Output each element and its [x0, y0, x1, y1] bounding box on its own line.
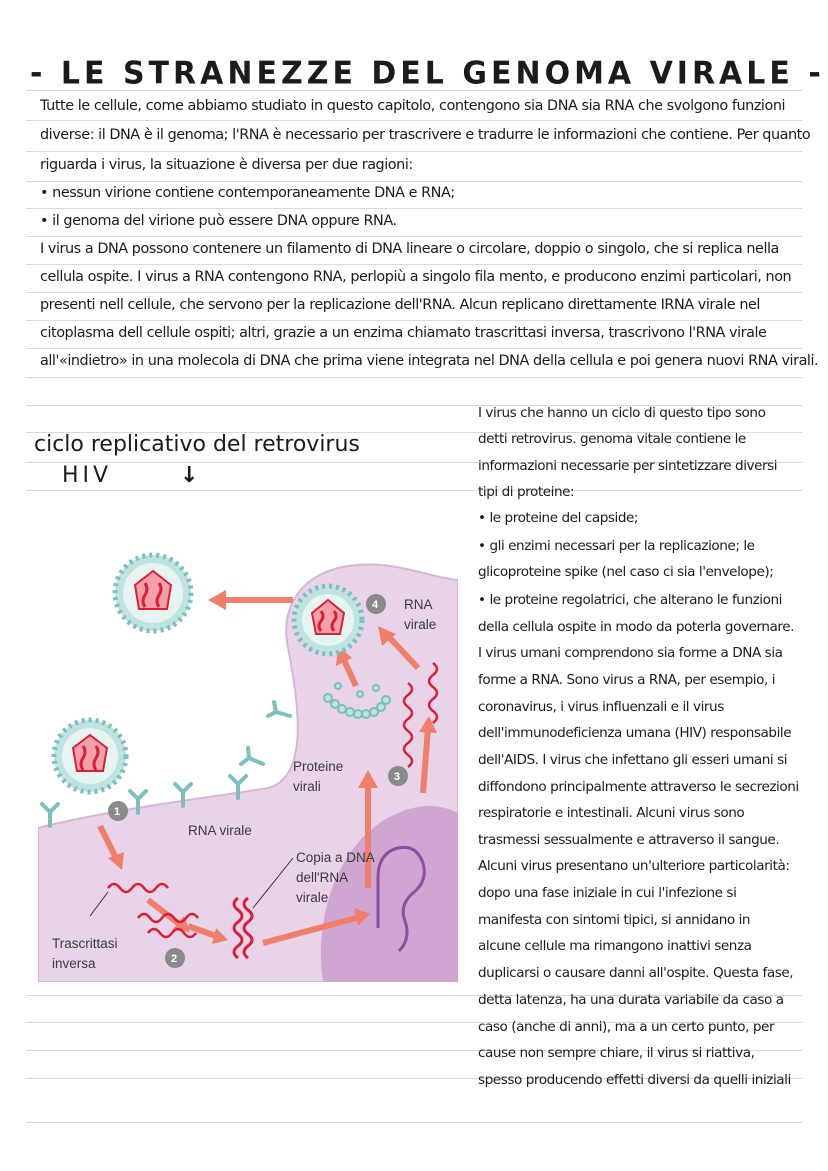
virus-free — [115, 555, 191, 631]
side-line: • gli enzimi necessari per la replicazione; le — [478, 538, 755, 554]
side-line: detti retrovirus. genoma vitale contiene le — [478, 431, 746, 447]
side-line: caso (anche di anni), ma a un certo punto, per — [478, 1019, 775, 1035]
side-line: I virus che hanno un ciclo di questo tipo sono — [478, 405, 766, 421]
page-title: - LE STRANEZZE DEL GENOMA VIRALE - — [30, 55, 825, 92]
side-line: respiratorie e intestinali. Alcuni virus sono — [478, 805, 745, 821]
label-rna-virale: RNA virale — [188, 823, 252, 838]
side-line: dell'immunodeficienza umana (HIV) responsabile — [478, 725, 792, 741]
side-line: detta latenza, ha una durata variabile da caso a — [478, 992, 784, 1008]
label-copia-dna-1: Copia a DNA — [296, 850, 375, 865]
down-arrow-icon: ↓ — [180, 463, 199, 488]
step-1-label: 1 — [114, 806, 121, 818]
label-trascrittasi-1: Trascrittasi — [52, 936, 118, 951]
diagram-heading: ciclo replicativo del retrovirus — [34, 432, 360, 457]
intro-line: I virus a DNA possono contenere un filamento di DNA lineare o circolare, doppio o singolo, che si replica nella — [40, 241, 779, 257]
label-copia-dna-3: virale — [296, 890, 329, 905]
intro-line: citoplasma dell cellule ospiti; altri, grazie a un enzima chiamato trascrittasi inversa, trascrivono l'RNA virale — [40, 325, 767, 341]
label-copia-dna-2: dell'RNA — [296, 870, 349, 885]
side-line: glicoproteine spike (nel caso ci sia l'envelope); — [478, 564, 774, 580]
hiv-replication-figure — [38, 508, 458, 982]
label-rna-virale-top-1: RNA — [404, 597, 433, 612]
side-line: I virus umani comprendono sia forme a DNA sia — [478, 645, 783, 661]
side-line: trasmessi sessualmente e attraverso il sangue. — [478, 832, 780, 848]
side-line: tipi di proteine: — [478, 484, 575, 500]
label-rna-virale-top-2: virale — [404, 617, 437, 632]
intro-line: all'«indietro» in una molecola di DNA che prima viene integrata nel DNA della cellula e poi genera nuovi RNA virali. — [40, 353, 819, 369]
side-line: duplicarsi o causare danni all'ospite. Questa fase, — [478, 965, 794, 981]
virus-attaching — [54, 720, 126, 792]
intro-line: diverse: il DNA è il genoma; l'RNA è necessario per trascrivere e tradurre le informazioni che contiene. Per quanto — [40, 127, 811, 143]
intro-line: cellula ospite. I virus a RNA contengono RNA, perlopiù a singolo fila mento, e producono enzimi particolari, non — [40, 269, 792, 285]
intro-line: riguarda i virus, la situazione è diversa per due ragioni: — [40, 157, 413, 173]
intro-line: presenti nell cellule, che servono per la replicazione dell'RNA. Alcun replicano direttamente IRNA virale nel — [40, 297, 760, 313]
step-1 — [108, 801, 128, 821]
side-line: della cellula ospite in modo da poterla governare. — [478, 619, 795, 635]
label-proteine-virali-1: Proteine — [293, 759, 344, 774]
side-line: • le proteine regolatrici, che alterano le funzioni — [478, 592, 782, 608]
label-trascrittasi-2: inversa — [52, 956, 96, 971]
side-line: alcune cellule ma rimangono inattivi senza — [478, 938, 752, 954]
diagram-heading-hiv: HIV — [62, 463, 113, 488]
side-line: spesso producendo effetti diversi da quelli iniziali — [478, 1072, 791, 1088]
side-line: cause non sempre chiare, il virus si riattiva, — [478, 1045, 755, 1061]
step-3-label: 3 — [394, 771, 401, 783]
label-proteine-virali-2: virali — [293, 779, 321, 794]
step-4-label: 4 — [372, 599, 379, 611]
intro-line: Tutte le cellule, come abbiamo studiato in questo capitolo, contengono sia DNA sia RNA che svolgono funzioni — [40, 98, 786, 114]
side-line: Alcuni virus presentano un'ulteriore particolarità: — [478, 858, 790, 874]
side-line: coronavirus, i virus influenzali e il virus — [478, 699, 724, 715]
side-line: informazioni necessarie per sintetizzare diversi — [478, 458, 778, 474]
side-line: forme a RNA. Sono virus a RNA, per esempio, i — [478, 672, 776, 688]
side-line: dopo una fase iniziale in cui l'infezione si — [478, 885, 737, 901]
intro-line: • nessun virione contiene contemporaneamente DNA e RNA; — [40, 185, 455, 201]
step-3 — [388, 766, 408, 786]
side-line: manifesta con sintomi tipici, si annidano in — [478, 912, 751, 928]
step-2-label: 2 — [171, 953, 178, 965]
side-line: dell'AIDS. I virus che infettano gli esseri umani si — [478, 752, 788, 768]
step-2 — [165, 948, 185, 968]
step-4 — [366, 594, 386, 614]
side-line: • le proteine del capside; — [478, 510, 639, 526]
intro-line: • il genoma del virione può essere DNA oppure RNA. — [40, 213, 397, 229]
virus-budding — [294, 586, 362, 654]
side-line: diffondono principalmente attraverso le secrezioni — [478, 779, 799, 795]
